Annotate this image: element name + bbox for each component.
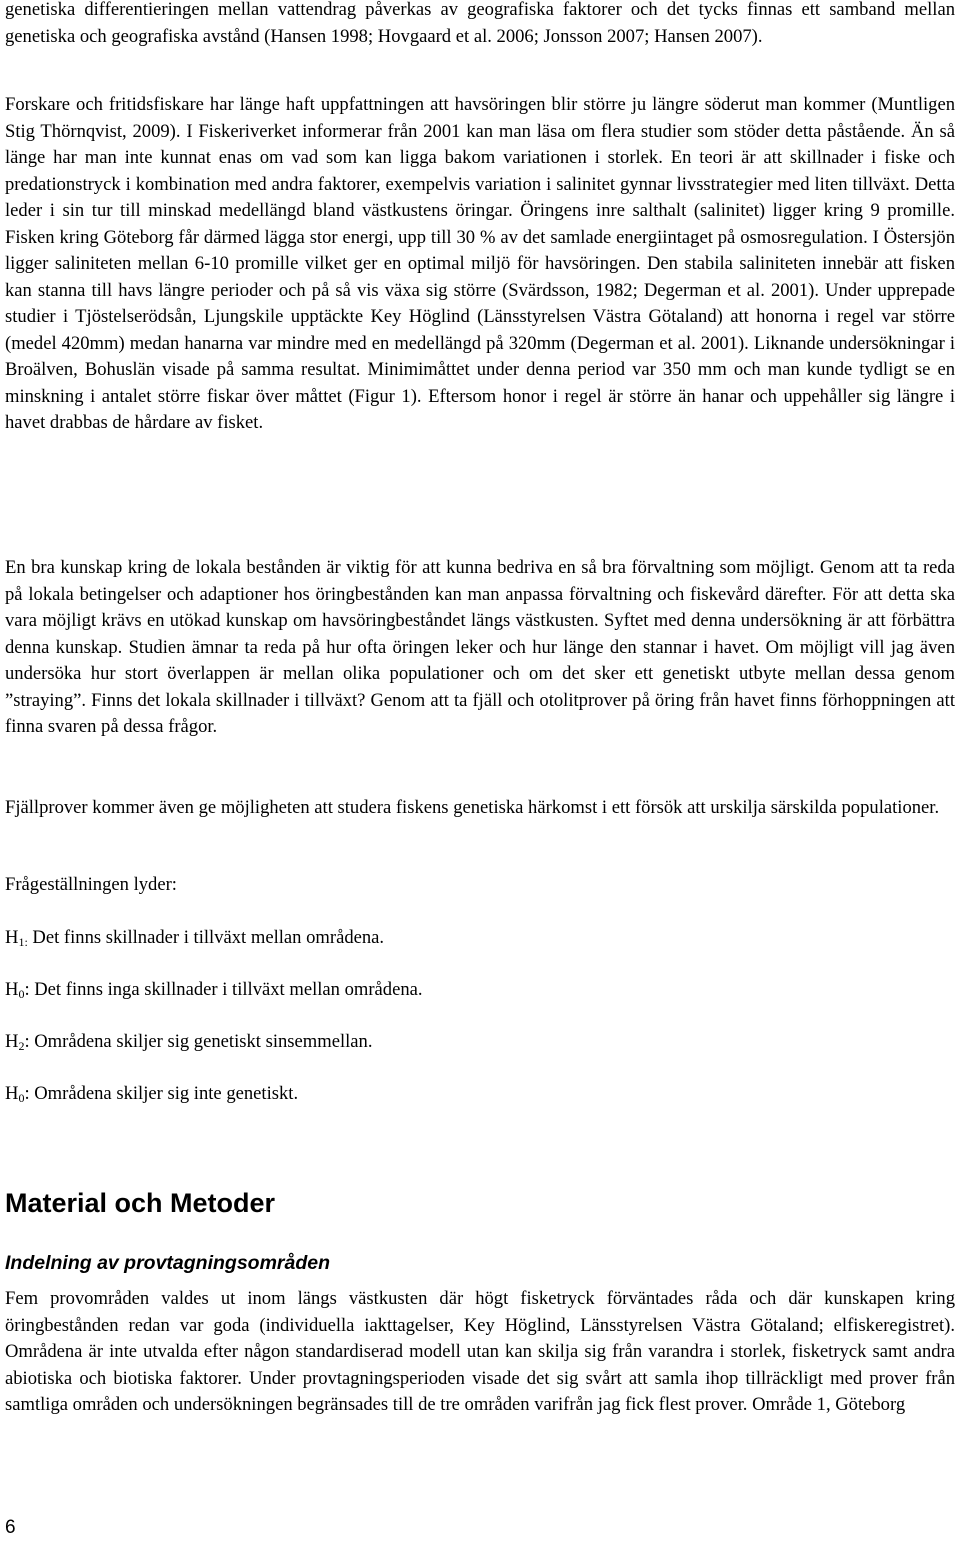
paragraph-size-variation: Forskare och fritidsfiskare har länge haft uppfattningen att havsöringen blir större ju längre söderut man kommer (Muntligen Stig Thörnqvist, 2009). I Fiskeriverket informerar från 2001 kan man läsa om flera studier som stöder detta påstående. Än så länge har man inte kunnat enas om vad som kan ligga bakom variationen i storlek. En teori är att skillnader i fiske och predationstryck i kombination med andra faktorer, exempelvis variation i salinitet gynnar livsstrategier med liten tillväxt. Detta leder i sin tur till minskad medellängd bland västkustens öringar. Öringens inre salthalt (salinitet) ligger kring 9 promille. Fisken kring Göteborg får därmed lägga stor energi, upp till 30 % av det samlade energiintaget på osmosregulation. I Östersjön ligger saliniteten mellan 6-10 promille vilket ger en optimal miljö för havsöringen. Den stabila saliniteten innebär att fisken kan stanna till havs längre perioder och på så vis växa sig större (Svärdsson, 1982; Degerman et al. 2001). Under upprepade studier i Tjöstelserödsån, Ljungskile upptäckte Key Höglind (Länsstyrelsen Västra Götaland) att honorna i regel var större (medel 420mm) medan hanarna var mindre med en medellängd på 320mm (Degerman et al. 2001). Liknande undersökningar i Broälven, Bohuslän visade på samma resultat. Minimimåttet under denna period var 350 mm och man kunde tydligt se en minskning i antalet större fiskar över måttet (Figur 1). Eftersom honor i regel är större än hanar och uppehåller sig längre i havet drabbas de hårdare av fisket. (5, 94, 955, 433)
hypothesis-2: $H_0$: Det finns inga skillnader i tillväxt mellan områdena. (5, 979, 423, 1001)
section-heading: Material och Metoder (5, 1188, 276, 1218)
paragraph-local-knowledge: En bra kunskap kring de lokala bestånden är viktig för att kunna bedriva en så bra förvaltning som möjligt. Genom att ta reda på lokala betingelser och adaptioner hos öringbestånden kan man anpassa förvaltning och fiskevård därefter. För att detta ska vara möjligt krävs en utökad kunskap om havsöringbeståndet längs västkusten. Syftet med denna undersökning är att förbättra denna kunskap. Studien ämnar ta reda på hur ofta öringen leker och hur länge den stannar i havet. Om möjligt vill jag även undersöka hur stort överlappen är mellan olika populationer och om det sker ett genetiskt utbyte mellan dessa genom ”straying”. Finns det lokala skillnader i tillväxt? Genom att ta fjäll och otolitprover på öring från havet finns förhoppningen att finna svaren på dessa frågor. (5, 557, 955, 737)
section-subheading: Indelning av provtagningsområden (5, 1252, 331, 1274)
paragraph-sampling-areas: Fem provområden valdes ut inom längs västkusten där högt fisketryck förväntades råda och där kunskapen kring öringbestånden redan var goda (individuella iakttagelser, Key Höglind, Länsstyrelsen Västra Götaland; elfiskeregistret). Områdena är inte utvalda efter någon standardiserad modell utan kan skilja sig från varandra i storlek, fisketryck samt andra abiotiska och biotiska faktorer. Under provtagningsperioden visade det sig svårt att samla ihop tillräckligt med prover från samtliga områden och undersökningen begränsades till de tre områden varifrån jag fick flest prover. Område 1, Göteborg (5, 1288, 955, 1415)
paragraph-questions-intro: Frågeställningen lyder: (5, 874, 177, 895)
hypothesis-3: $H_2$: Områdena skiljer sig genetiskt sinsemmellan. (5, 1031, 373, 1053)
hypothesis-1: $H_{1:}$ Det finns skillnader i tillväxt mellan områdena. (5, 927, 385, 949)
paragraph-genetics-continuation: genetiska differentieringen mellan vattendrag påverkas av geografiska faktorer och det tycks finnas ett samband mellan genetiska och geografiska avstånd (Hansen 1998; Hovgaard et al. 2006; Jonsson 2007; Hansen 2007). (5, 0, 955, 47)
hypothesis-4: $H_0$: Områdena skiljer sig inte genetiskt. (5, 1083, 299, 1105)
page-number: 6 (5, 1517, 16, 1538)
paragraph-scale-samples: Fjällprover kommer även ge möjligheten att studera fiskens genetiska härkomst i ett försök att urskilja särskilda populationer. (5, 797, 940, 818)
